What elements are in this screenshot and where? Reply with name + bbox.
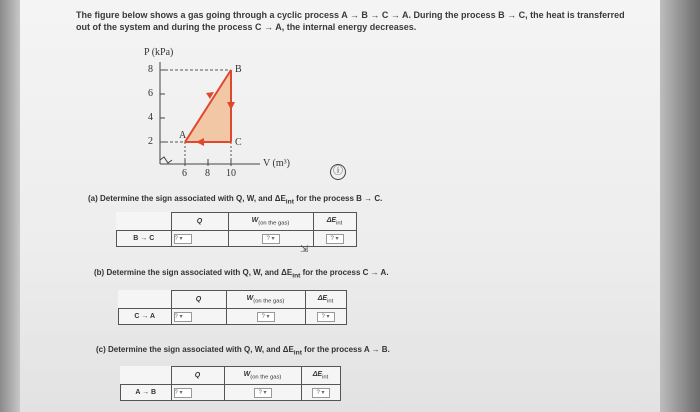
w-select-c-a[interactable]: ? ▾ <box>257 312 275 322</box>
x-tick-label-8: 8 <box>205 168 210 179</box>
question-text: The figure below shows a gas going through a cyclic process A → B → C → A. During the process B → C, the heat is transferred out of the system and during the process C → A, the internal energy decreases. <box>76 10 625 32</box>
part-a-prompt: (a) Determine the sign associated with Q, W, and $\Delta E_{int}$ for the process B → C. <box>88 194 383 206</box>
part-b-table <box>118 290 347 325</box>
header-q: Q <box>171 291 226 309</box>
q-select-c-a[interactable]: ? ▾ <box>174 312 192 322</box>
info-icon[interactable]: ⓘ <box>330 164 346 180</box>
x-tick-label-10: 10 <box>226 168 236 179</box>
mouse-cursor-icon: ⇲ <box>300 244 309 255</box>
header-delta-e: $\Delta E_{int}$ <box>313 213 356 231</box>
axis-break <box>160 157 172 163</box>
y-tick-label-8: 8 <box>148 64 153 75</box>
header-q: Q <box>171 367 224 385</box>
q-select-a-b[interactable]: ? ▾ <box>174 388 192 398</box>
left-edge <box>0 0 20 412</box>
part-b-prompt: (b) Determine the sign associated with Q, W, and $\Delta E_{int}$ for the process C → A. <box>94 268 389 280</box>
header-q: Q <box>171 213 228 231</box>
header-delta-e: $\Delta E_{int}$ <box>305 291 346 309</box>
q-select-b-c[interactable]: ? ▾ <box>174 234 192 244</box>
row-label-b-c: B → C <box>117 231 172 247</box>
header-w: $W_{(on the gas)}$ <box>228 213 313 231</box>
header-w: $W_{(on the gas)}$ <box>226 291 305 309</box>
row-label-a-b: A → B <box>121 385 172 401</box>
point-b-label: B <box>235 64 242 75</box>
part-c-table <box>120 366 341 401</box>
w-select-b-c[interactable]: ? ▾ <box>262 234 280 244</box>
e-select-c-a[interactable]: ? ▾ <box>317 312 335 322</box>
part-c-prompt: (c) Determine the sign associated with Q, W, and $\Delta E_{int}$ for the process A → B. <box>96 345 390 357</box>
y-tick-label-4: 4 <box>148 112 153 123</box>
y-axis-label: P (kPa) <box>144 47 174 58</box>
x-tick-label-6: 6 <box>182 168 187 179</box>
header-delta-e: $\Delta E_{int}$ <box>301 367 340 385</box>
x-axis-label: V (m³) <box>263 158 290 169</box>
y-tick-label-2: 2 <box>148 136 153 147</box>
point-a-label: A <box>179 130 187 141</box>
header-w: $W_{(on the gas)}$ <box>224 367 301 385</box>
y-tick-label-6: 6 <box>148 88 153 99</box>
e-select-b-c[interactable]: ? ▾ <box>326 234 344 244</box>
part-a-table <box>116 212 357 247</box>
e-select-a-b[interactable]: ? ▾ <box>312 388 330 398</box>
pv-diagram <box>130 44 330 194</box>
w-select-a-b[interactable]: ? ▾ <box>254 388 272 398</box>
right-edge <box>660 0 700 412</box>
row-label-c-a: C → A <box>119 309 172 325</box>
point-c-label: C <box>235 137 242 148</box>
